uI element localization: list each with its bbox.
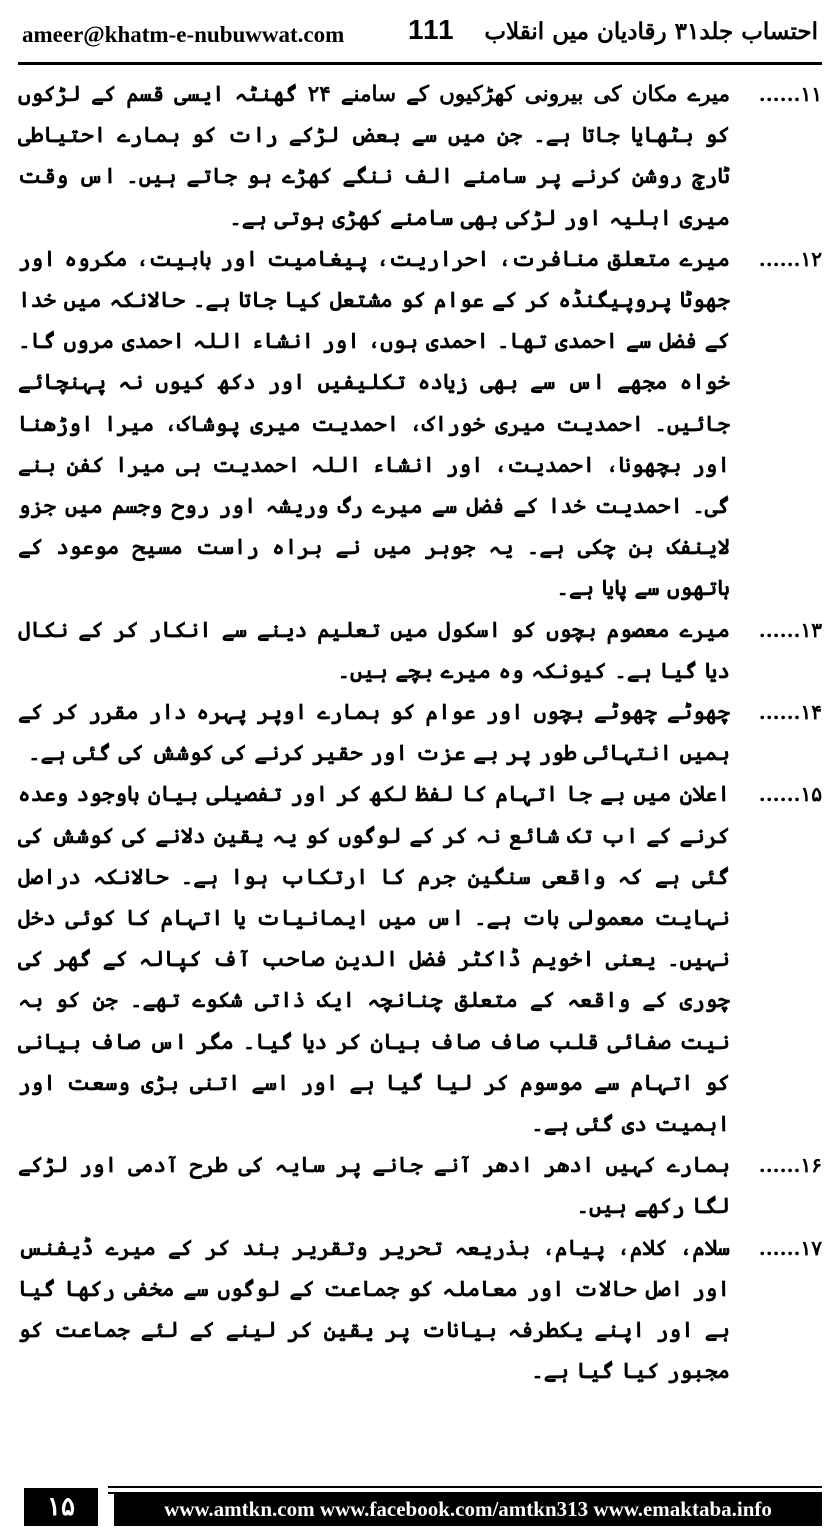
item-text: چھوٹے چھوٹے بچوں اور عوام کو ہمارے اوپر پہرہ دار مقرر کر کے ہمیں انتہائی طور پر بے عزت اور حقیر کرنے کی کوشش کی گئی ہے۔ bbox=[18, 700, 730, 767]
item-text: اعلان میں بے جا اتہام کا لفظ لکھ کر اور تفصیلی بیان باوجود وعدہ کرنے کے اب تک شائع نہ کر کے لوگوں کو یہ یقین دلانے کی کوشش کی گئی ہے کہ واقعی سنگین جرم کا ارتکاب ہوا ہے۔ حالانکہ دراصل نہایت معمولی بات ہے۔ اس میں ایمانیات یا اتہام کا کوئی دخل نہیں۔ یعنی اخویم ڈاکٹر فضل الدین صاحب آف کپالہ کے گھر کی چوری کے واقعہ کے متعلق چنانچہ ایک ذاتی شکوے تھے۔ جن کو بہ نیت صفائی قلب صاف صاف بیان کر دیا گیا۔ مگر اس صاف بیانی کو اتہام سے موسوم کر لیا گیا ہے اور اسے اتنی بڑی وسعت اور اہمیت دی گئی ہے۔ bbox=[18, 782, 730, 1138]
item-number: ۱۳...... bbox=[758, 617, 822, 642]
item-text: سلام، کلام، پیام، بذریعہ تحریر وتقریر بند کر کے میرے ڈیفنس اور اصل حالات اور معاملہ کو جماعت کے لوگوں سے مخفی رکھا گیا ہے اور اپنے یکطرفہ بیانات پر یقین کر لینے کے لئے جماعت کو مجبور کیا گیا ہے۔ bbox=[18, 1235, 730, 1385]
item-number: ۱۶...... bbox=[758, 1153, 822, 1178]
list-item bbox=[18, 774, 822, 1145]
header-page-number: 111 bbox=[408, 14, 455, 45]
item-number: ۱۴...... bbox=[758, 700, 822, 725]
page-footer bbox=[18, 1486, 822, 1528]
item-text: ہمارے کہیں ادھر ادھر آنے جانے پر سایہ کی طرح آدمی اور لڑکے لگا رکھے ہیں۔ bbox=[18, 1153, 730, 1220]
list-item bbox=[18, 610, 822, 692]
footer-page-number: ۱۵ bbox=[24, 1488, 98, 1526]
item-text: میرے مکان کی بیرونی کھڑکیوں کے سامنے ۲۴ گھنٹہ ایسی قسم کے لڑکوں کو بٹھایا جاتا ہے۔ جن میں سے بعض لڑکے رات کو ہمارے احتیاطی ٹارچ روشن کرنے پر سامنے الف ننگے کھڑے ہو جاتے ہیں۔ اس وقت میری اہلیہ اور لڑکی بھی سامنے کھڑی ہوتی ہے۔ bbox=[18, 82, 731, 231]
page-header bbox=[0, 0, 840, 66]
list-item bbox=[18, 692, 822, 774]
footer-urls: www.amtkn.com www.facebook.com/amtkn313 www.emaktaba.info bbox=[114, 1492, 822, 1526]
item-number: ۱۷...... bbox=[758, 1235, 822, 1260]
list-item bbox=[18, 1228, 822, 1393]
list-item bbox=[18, 239, 822, 610]
item-text: میرے متعلق منافرت، احراریت، پیغامیت اور بابیت، مکروہ اور جھوٹا پروپیگنڈہ کر کے عوام کو مشتعل کیا جاتا ہے۔ حالانکہ میں خدا کے فضل سے احمدی تھا۔ احمدی ہوں، اور انشاء اللہ احمدی مروں گا۔ خواہ مجھے اس سے بھی زیادہ تکلیفیں اور دکھ کیوں نہ پہنچائے جائیں۔ احمدیت میری خوراک، احمدیت میری پوشاک، میرا اوڑھنا اور بچھونا، احمدیت، اور انشاء اللہ احمدیت ہی میرا کفن بنے گی۔ احمدیت خدا کے فضل سے میرے رگ وریشہ اور روح وجسم میں جزو لاینفک بن چکی ہے۔ یہ جوہر میں نے براہ راست مسیح موعود کے ہاتھوں سے پایا ہے۔ bbox=[18, 246, 730, 602]
item-number: ۱۲...... bbox=[758, 246, 822, 271]
item-number: ۱۱...... bbox=[758, 82, 822, 106]
list-item bbox=[18, 1145, 822, 1227]
body-content bbox=[18, 74, 822, 1436]
header-email: ameer@khatm-e-nubuwwat.com bbox=[22, 22, 345, 47]
header-title: احتساب جلد۳۱ رقادیان میں انقلاب bbox=[484, 18, 818, 45]
item-text: میرے معصوم بچوں کو اسکول میں تعلیم دینے سے انکار کر کے نکال دیا گیا ہے۔ کیونکہ وہ میرے بچے ہیں۔ bbox=[18, 617, 730, 684]
header-divider bbox=[18, 62, 822, 65]
item-number: ۱۵...... bbox=[758, 782, 822, 807]
list-item bbox=[18, 74, 822, 239]
